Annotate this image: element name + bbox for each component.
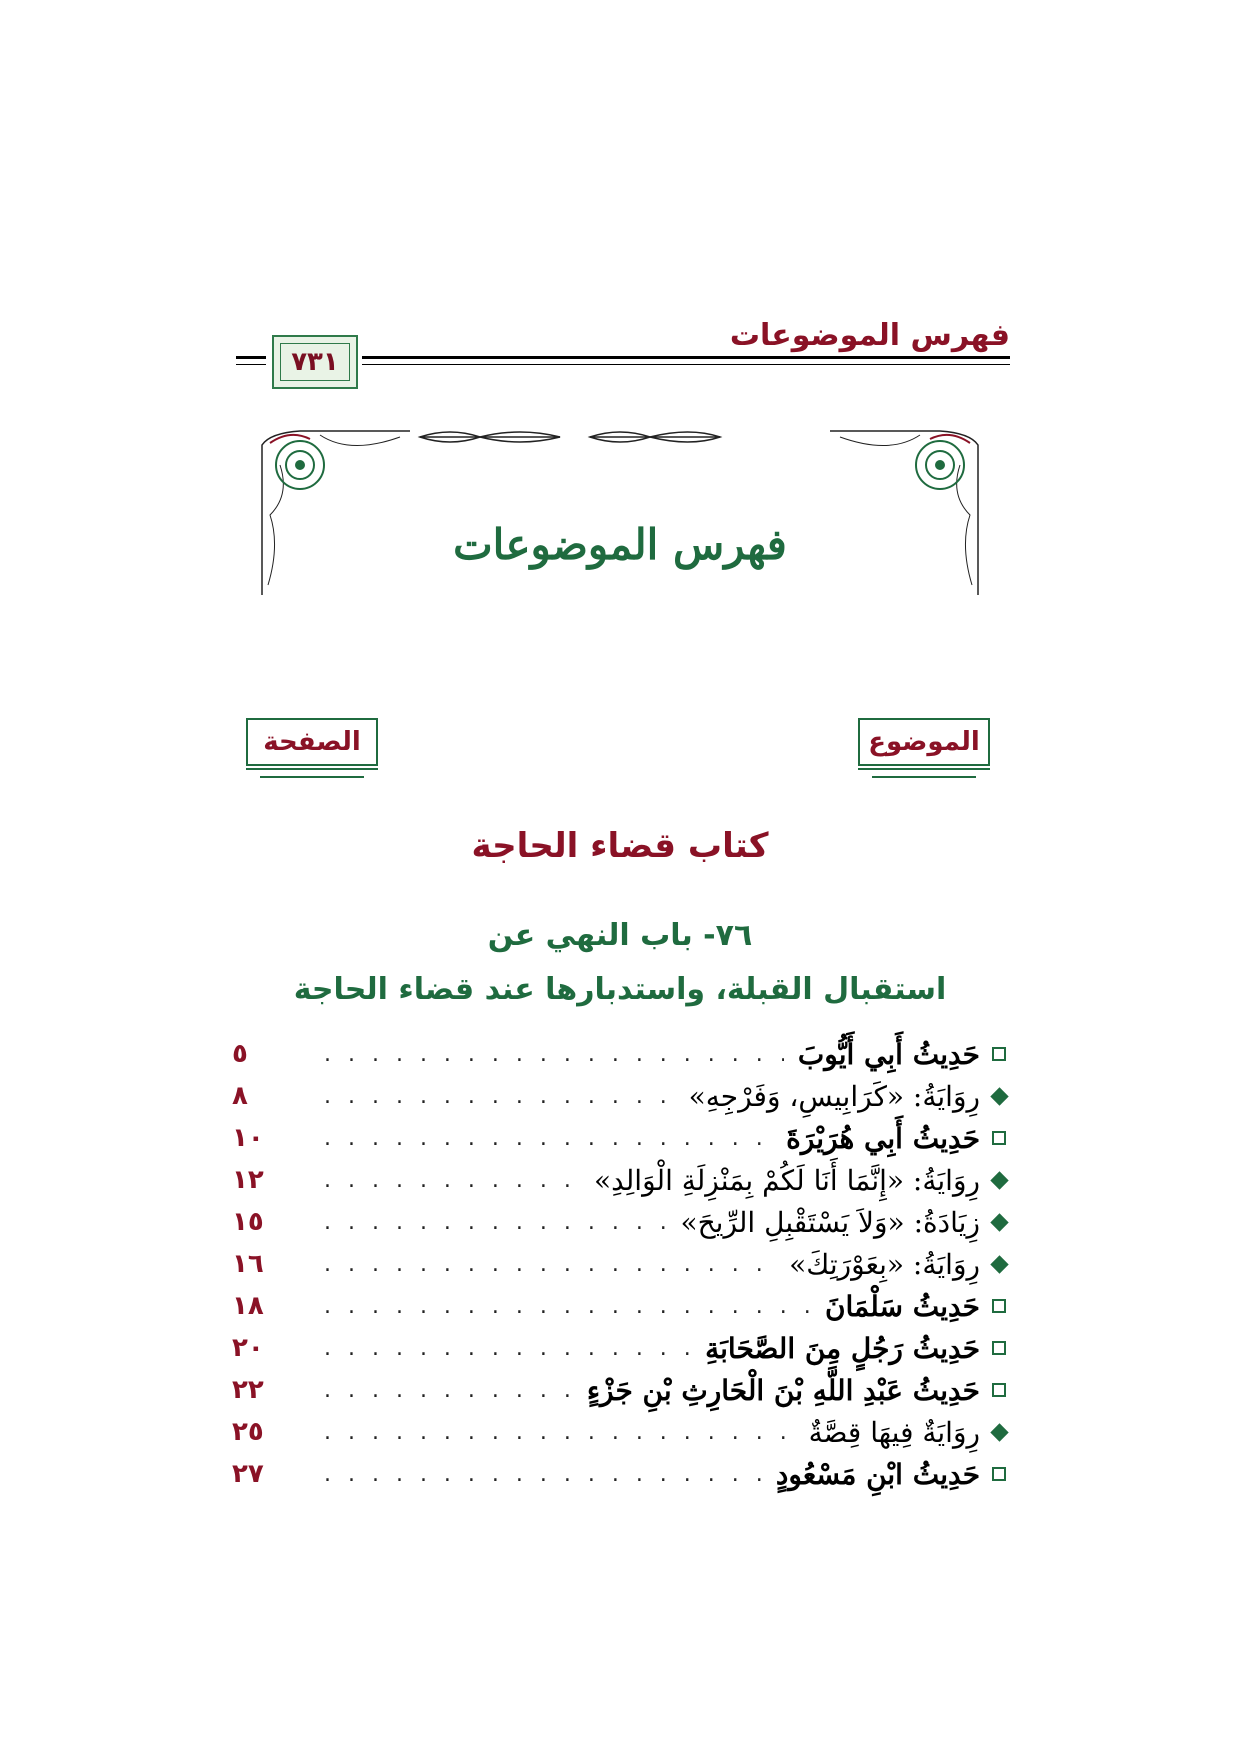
topic-underline-1	[858, 768, 990, 770]
dot-leader	[324, 1126, 772, 1151]
square-bullet-icon	[988, 1341, 1010, 1355]
toc-entry-page[interactable]: ١٠	[232, 1123, 264, 1153]
column-header-page-label: الصفحة	[263, 727, 361, 757]
toc-entry[interactable]	[310, 1243, 1010, 1285]
right-corner-ornament	[830, 431, 978, 595]
toc-entry-page[interactable]: ٢٥	[232, 1417, 264, 1447]
toc-entry[interactable]	[310, 1159, 1010, 1201]
toc-entry-page[interactable]: ٥	[232, 1039, 248, 1069]
toc-entry-title: حَدِيثُ أَبِي هُرَيْرَةَ	[786, 1121, 980, 1155]
dot-leader	[324, 1336, 691, 1361]
page-number: ٧٣١	[280, 343, 350, 381]
toc-entry-page[interactable]: ١٥	[232, 1207, 264, 1237]
toc-entry-title: حَدِيثُ ابْنِ مَسْعُودٍ	[775, 1457, 980, 1491]
dot-leader	[324, 1462, 762, 1487]
topic-underline-2	[872, 776, 976, 778]
dot-leader	[324, 1210, 666, 1235]
toc-entry-title: رِوَايَةُ: «كَرَابِيسِ، وَفَرْجِهِ»	[688, 1079, 980, 1113]
toc-entry[interactable]	[310, 1033, 1010, 1075]
toc-entry[interactable]	[310, 1411, 1010, 1453]
dot-leader	[324, 1378, 573, 1403]
dot-leader	[324, 1168, 580, 1193]
diamond-bullet-icon	[988, 1174, 1010, 1187]
toc-entry[interactable]	[310, 1369, 1010, 1411]
square-bullet-icon	[988, 1299, 1010, 1313]
toc-entry-title: رِوَايَةُ: «بِعَوْرَتِكَ»	[789, 1247, 980, 1281]
toc-entry-title: حَدِيثُ رَجُلٍ مِنَ الصَّحَابَةِ	[705, 1331, 980, 1365]
toc-entry-title: رِوَايَةٌ فِيهَا قِصَّةٌ	[808, 1415, 980, 1449]
toc-entry[interactable]	[310, 1285, 1010, 1327]
chapter-heading-line2: استقبال القبلة، واستدبارها عند قضاء الحاجة	[293, 972, 947, 1007]
page-number-box	[272, 335, 358, 389]
toc-entry-page[interactable]: ١٦	[232, 1249, 264, 1279]
toc-entry[interactable]	[310, 1327, 1010, 1369]
square-bullet-icon	[988, 1047, 1010, 1061]
dot-leader	[324, 1084, 675, 1109]
page-underline-1	[246, 768, 378, 770]
ornament-frame	[260, 425, 980, 595]
toc-entry[interactable]	[310, 1075, 1010, 1117]
book-title: كتاب قضاء الحاجة	[471, 826, 769, 866]
toc-entry[interactable]	[310, 1453, 1010, 1495]
running-header-title: فهرس الموضوعات	[729, 318, 1010, 353]
toc-entry-title: رِوَايَةُ: «إِنَّمَا أَنَا لَكُمْ بِمَنْزِلَةِ الْوَالِدِ»	[593, 1163, 980, 1197]
toc-entry-page[interactable]: ١٨	[232, 1291, 264, 1321]
diamond-bullet-icon	[988, 1216, 1010, 1229]
header-rule-right-bottom	[362, 364, 1010, 365]
dot-leader	[324, 1294, 811, 1319]
chapter-heading-line1: ٧٦- باب النهي عن	[487, 918, 753, 953]
toc-entry[interactable]	[310, 1117, 1010, 1159]
left-corner-ornament	[262, 431, 410, 595]
diamond-bullet-icon	[988, 1426, 1010, 1439]
column-header-topic	[858, 718, 990, 766]
square-bullet-icon	[988, 1383, 1010, 1397]
main-title: فهرس الموضوعات	[453, 520, 787, 569]
toc-entry-page[interactable]: ٢٧	[232, 1459, 264, 1489]
dot-leader	[324, 1042, 784, 1067]
diamond-bullet-icon	[988, 1090, 1010, 1103]
page-underline-2	[260, 776, 364, 778]
diamond-bullet-icon	[988, 1258, 1010, 1271]
dot-leader	[324, 1420, 795, 1445]
toc-entry-title: حَدِيثُ سَلْمَانَ	[824, 1289, 980, 1323]
column-header-topic-label: الموضوع	[868, 727, 980, 757]
header-rule-left-bottom	[236, 364, 266, 365]
toc-entry-page[interactable]: ٨	[232, 1081, 248, 1111]
column-header-page	[246, 718, 378, 766]
dot-leader	[324, 1252, 775, 1277]
toc-entry[interactable]	[310, 1201, 1010, 1243]
square-bullet-icon	[988, 1131, 1010, 1145]
header-rule-left-top	[236, 356, 266, 359]
toc-entry-page[interactable]: ٢٠	[232, 1333, 264, 1363]
toc-entry-page[interactable]: ١٢	[232, 1165, 264, 1195]
header-rule-right-top	[362, 356, 1010, 359]
toc-entry-title: زِيَادَةُ: «وَلاَ يَسْتَقْبِلِ الرِّيحَ»	[680, 1205, 980, 1239]
square-bullet-icon	[988, 1467, 1010, 1481]
toc-entry-title: حَدِيثُ عَبْدِ اللَّهِ بْنَ الْحَارِثِ بْنِ جَزْءٍ	[586, 1373, 980, 1407]
toc-entry-title: حَدِيثُ أَبِي أَيُّوبَ	[797, 1037, 980, 1071]
toc-entry-page[interactable]: ٢٢	[232, 1375, 264, 1405]
